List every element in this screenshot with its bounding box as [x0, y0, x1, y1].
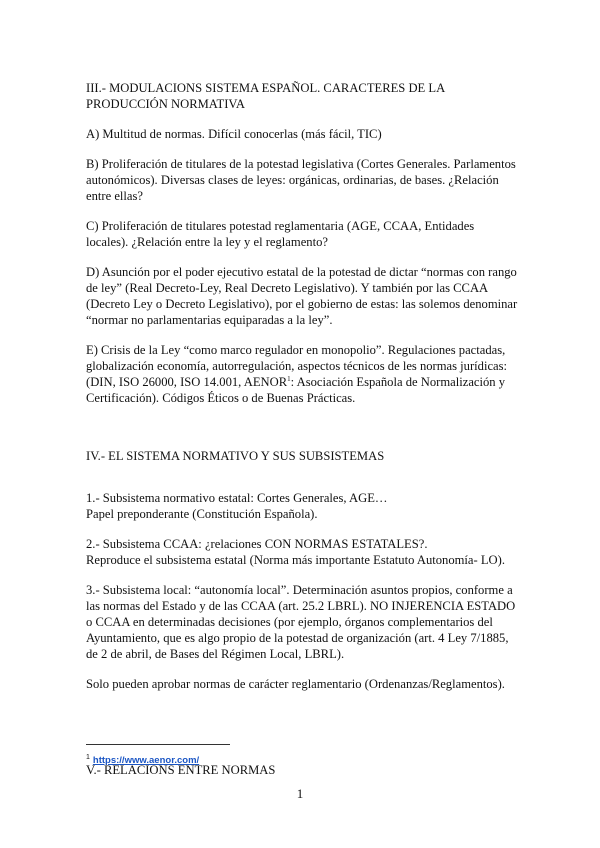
section-4-item-3: 3.- Subsistema local: “autonomía local”. Determinación asuntos propios, conforme a las normas del Estado y de las CCAA (art. 25.2 LBRL). NO INJERENCIA ESTADO o CCAA en determinadas decisiones (por ejemplo, órganos complementarios del Ayuntamiento, que es algo propio de la potestad de organización (art. 4 Ley 7/1885, de 2 de abril, de Bases del Régimen Local, LBRL). [86, 583, 516, 661]
section-5-title: V.- RELACIONS ENTRE NORMAS [86, 763, 276, 777]
footnote-link[interactable]: https://www.aenor.com/ [92, 755, 200, 767]
section-3-item-c: C) Proliferación de titulares potestad reglamentaria (AGE, CCAA, Entidades locales). ¿Relación entre la ley y el reglamento? [86, 219, 475, 249]
section-4-title: IV.- EL SISTEMA NORMATIVO Y SUS SUBSISTEMAS [86, 449, 385, 463]
item-e-text-after: : Asociación Española de Normalización y Certificación). Códigos Éticos o de Buenas Prácticas. [86, 375, 506, 405]
page-number: 1 [296, 786, 304, 801]
document-body [86, 80, 518, 778]
section-4-item-1-line-2: Papel preponderante (Constitución Española). [86, 507, 318, 521]
section-3-item-d: D) Asunción por el poder ejecutivo estatal de la potestad de dictar “normas con rango de ley” (Real Decreto-Ley, Real Decreto Legislativo). Y también por las CCAA (Decreto Ley o Decreto Legislativo), por el gobierno de estas: las solemos denominar “normar no parlamentarias equiparadas a la ley”. [86, 265, 518, 327]
section-3-item-a: A) Multitud de normas. Difícil conocerlas (más fácil, TIC) [86, 127, 382, 141]
footnote-divider [86, 744, 230, 745]
footnote-reference[interactable]: 1 [287, 374, 291, 383]
section-4-item-1-line-1: 1.- Subsistema normativo estatal: Cortes Generales, AGE… [86, 491, 388, 505]
section-3-item-b: B) Proliferación de titulares de la potestad legislativa (Cortes Generales. Parlamentos autonómicos). Diversas clases de leyes: orgánicas, ordinarias, de bases. ¿Relación entre ellas? [86, 157, 516, 203]
footnote [86, 752, 199, 767]
section-3-item-e [86, 342, 518, 406]
section-4-item-2-line-1: 2.- Subsistema CCAA: ¿relaciones CON NORMAS ESTATALES?. [86, 537, 428, 551]
section-4-item-2-line-2: Reproduce el subsistema estatal (Norma más importante Estatuto Autonomía- LO). [86, 553, 505, 567]
section-4-note: Solo pueden aprobar normas de carácter reglamentario (Ordenanzas/Reglamentos). [86, 677, 505, 691]
section-3-title: III.- MODULACIONS SISTEMA ESPAÑOL. CARACTERES DE LA PRODUCCIÓN NORMATIVA [86, 81, 445, 111]
footnote-number: 1 [86, 754, 90, 761]
item-e-text-before: E) Crisis de la Ley “como marco regulador en monopolio”. Regulaciones pactadas, globalización economía, autorregulación, aspectos técnicos de les normas jurídicas: (DIN, ISO 26000, ISO 14.001, AENOR [86, 343, 508, 389]
